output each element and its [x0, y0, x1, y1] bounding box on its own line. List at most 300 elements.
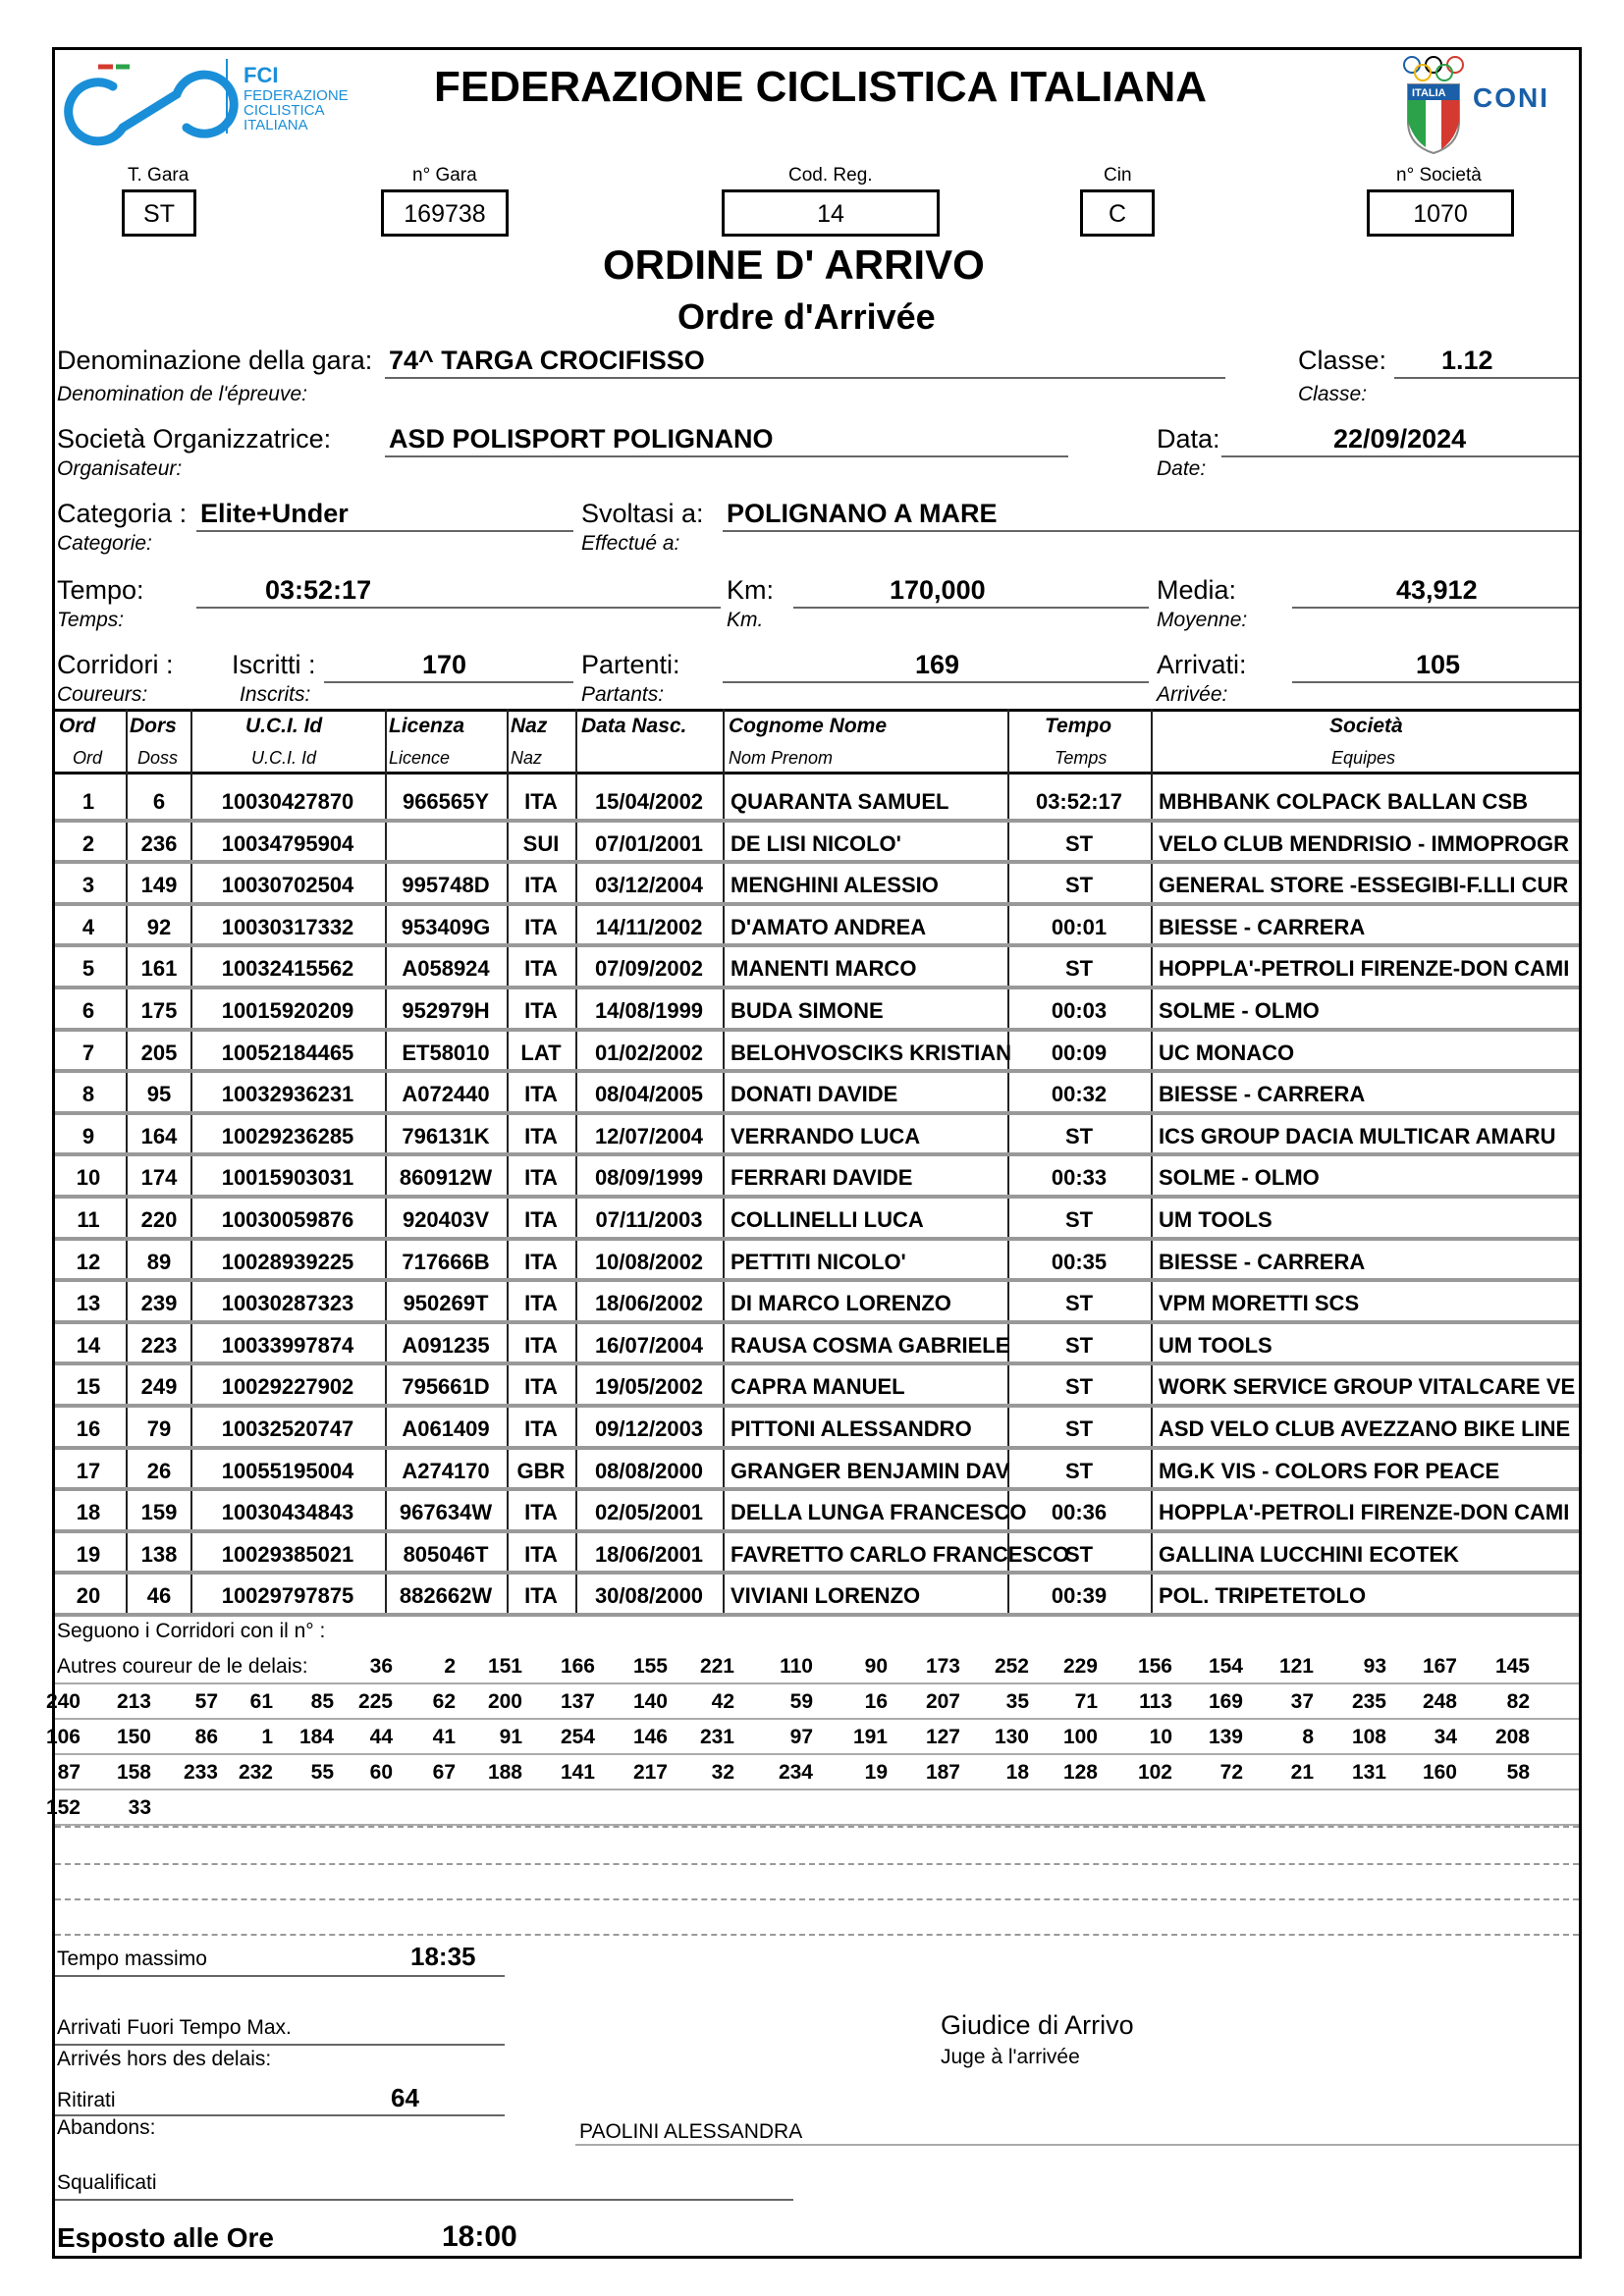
table-row — [55, 1532, 1579, 1574]
follower-number: 240 — [45, 1690, 81, 1713]
code-label-nsocieta: n° Società — [1396, 165, 1482, 186]
cell-tempo: ST — [1064, 830, 1094, 856]
cell-societa: UC MONACO — [1159, 1040, 1295, 1065]
cell-societa: POL. TRIPETETOLO — [1159, 1583, 1367, 1609]
col-header-ord-fr: Ord — [73, 748, 103, 768]
cell-naz: GBR — [516, 1458, 566, 1483]
cell-naz: SUI — [522, 830, 560, 856]
cell-dors: 236 — [140, 830, 178, 856]
svoltasi-label: Svoltasi a: — [581, 499, 704, 528]
follower-number: 32 — [711, 1761, 734, 1784]
follower-number: 102 — [1137, 1761, 1172, 1784]
cell-nome: CAPRA MANUEL — [731, 1374, 905, 1400]
cell-ord: 11 — [77, 1207, 100, 1232]
cell-licenza: 860912W — [399, 1165, 493, 1191]
ritirati-value: 64 — [391, 2083, 419, 2112]
table-row — [55, 1449, 1579, 1490]
media-fr-label: Moyenne: — [1157, 609, 1248, 631]
follower-number: 139 — [1208, 1726, 1243, 1748]
cell-tempo: ST — [1064, 1207, 1094, 1232]
follower-number: 10 — [1149, 1726, 1172, 1748]
follower-number: 42 — [711, 1690, 734, 1713]
fuori-tempo-label-fr: Arrivés hors des delais: — [57, 2048, 272, 2070]
cell-naz: ITA — [524, 1500, 558, 1525]
cell-nome: RAUSA COSMA GABRIELE — [731, 1332, 1010, 1358]
cell-nome: VIVIANI LORENZO — [731, 1583, 921, 1609]
follower-number: 72 — [1219, 1761, 1243, 1784]
follower-number: 213 — [116, 1690, 151, 1713]
follower-number: 108 — [1351, 1726, 1386, 1748]
follower-number: 130 — [994, 1726, 1029, 1748]
follower-number: 41 — [432, 1726, 456, 1748]
table-row — [55, 863, 1579, 904]
cell-societa: BIESSE - CARRERA — [1159, 914, 1366, 939]
table-row — [55, 779, 1579, 821]
cell-dors: 89 — [146, 1249, 172, 1274]
follower-number: 97 — [789, 1726, 813, 1748]
cell-uci-id: 10029227902 — [221, 1374, 354, 1400]
follower-number: 140 — [632, 1690, 668, 1713]
follower-number: 8 — [1302, 1726, 1314, 1748]
col-header-licenza-fr: Licence — [389, 748, 451, 768]
follower-number: 208 — [1494, 1726, 1530, 1748]
data-value: 22/09/2024 — [1333, 424, 1467, 454]
follower-number: 1 — [261, 1726, 273, 1748]
cell-data-nasc: 03/12/2004 — [594, 873, 704, 898]
cell-tempo: ST — [1064, 956, 1094, 982]
tempo-label: Tempo: — [57, 575, 144, 605]
cell-nome: DONATI DAVIDE — [731, 1082, 898, 1107]
cell-licenza: A072440 — [402, 1082, 490, 1107]
follower-number: 233 — [183, 1761, 218, 1784]
svoltasi-fr-label: Effectué a: — [581, 532, 680, 555]
cell-uci-id: 10030434843 — [221, 1500, 354, 1525]
cell-societa: ASD VELO CLUB AVEZZANO BIKE LINE — [1159, 1416, 1571, 1441]
follower-number: 248 — [1422, 1690, 1457, 1713]
follower-number: 200 — [487, 1690, 522, 1713]
cell-data-nasc: 01/02/2002 — [594, 1040, 704, 1065]
cell-dors: 26 — [146, 1458, 172, 1483]
cell-uci-id: 10029236285 — [221, 1123, 354, 1148]
cell-ord: 1 — [81, 789, 95, 814]
coni-label: CONI — [1473, 82, 1549, 113]
iscritti-value: 170 — [422, 650, 467, 679]
cell-naz: ITA — [524, 789, 558, 814]
cell-uci-id: 10015903031 — [221, 1165, 354, 1191]
table-row — [55, 1198, 1579, 1239]
follower-number: 35 — [1005, 1690, 1029, 1713]
cell-ord: 16 — [76, 1416, 101, 1441]
cell-societa: GENERAL STORE -ESSEGIBI-F.LLI CUR — [1159, 873, 1569, 898]
col-header-dors-fr: Doss — [137, 748, 179, 768]
follower-number: 62 — [432, 1690, 456, 1713]
table-row — [55, 1114, 1579, 1155]
cell-licenza: A061409 — [402, 1416, 490, 1441]
cell-societa: ICS GROUP DACIA MULTICAR AMARU — [1159, 1123, 1556, 1148]
cell-licenza: A274170 — [402, 1458, 490, 1483]
follower-number: 90 — [864, 1655, 888, 1678]
cell-societa: WORK SERVICE GROUP VITALCARE VE — [1159, 1374, 1576, 1400]
follower-number: 61 — [249, 1690, 273, 1713]
cell-tempo: 00:39 — [1051, 1583, 1108, 1609]
follower-number: 60 — [369, 1761, 393, 1784]
cell-naz: ITA — [524, 1374, 558, 1400]
follower-number: 232 — [238, 1761, 273, 1784]
cell-ord: 14 — [76, 1332, 101, 1358]
cell-licenza: A091235 — [402, 1332, 490, 1358]
follower-number: 85 — [310, 1690, 334, 1713]
cell-societa: MG.K VIS - COLORS FOR PEACE — [1159, 1458, 1500, 1483]
cell-data-nasc: 14/11/2002 — [595, 914, 703, 939]
follower-number: 57 — [194, 1690, 218, 1713]
cell-societa: SOLME - OLMO — [1159, 998, 1320, 1023]
col-header-datanasc: Data Nasc. — [581, 715, 687, 737]
col-header-licenza: Licenza — [389, 715, 465, 737]
arrivati-fr-label: Arrivée: — [1157, 683, 1228, 706]
cell-nome: DELLA LUNGA FRANCESCO — [731, 1500, 1027, 1525]
cell-tempo: ST — [1064, 1416, 1094, 1441]
cell-naz: ITA — [524, 1207, 558, 1232]
code-box-codreg: 14 — [722, 189, 940, 237]
categoria-value: Elite+Under — [200, 499, 349, 528]
follower-number: 127 — [925, 1726, 960, 1748]
cell-licenza: 995748D — [402, 873, 490, 898]
follower-number: 128 — [1062, 1761, 1098, 1784]
cell-licenza: 920403V — [402, 1207, 490, 1232]
cell-societa: VPM MORETTI SCS — [1159, 1291, 1360, 1316]
cell-data-nasc: 16/07/2004 — [594, 1332, 704, 1358]
cell-dors: 205 — [140, 1040, 178, 1065]
follower-number: 131 — [1351, 1761, 1386, 1784]
table-row — [55, 905, 1579, 946]
col-header-tempo-fr: Temps — [1055, 748, 1108, 768]
follower-number: 121 — [1278, 1655, 1314, 1678]
cell-dors: 138 — [140, 1541, 178, 1567]
follower-number: 67 — [432, 1761, 456, 1784]
follower-number: 235 — [1351, 1690, 1386, 1713]
cell-dors: 46 — [146, 1583, 172, 1609]
classe-value: 1.12 — [1441, 346, 1493, 375]
follower-number: 225 — [357, 1690, 393, 1713]
follower-number: 229 — [1062, 1655, 1098, 1678]
km-label: Km: — [727, 575, 775, 605]
cell-tempo: 00:32 — [1051, 1082, 1108, 1107]
cell-societa: HOPPLA'-PETROLI FIRENZE-DON CAMI — [1159, 1500, 1570, 1525]
cell-ord: 13 — [76, 1291, 101, 1316]
cell-ord: 4 — [81, 914, 95, 939]
col-header-societa: Società — [1329, 715, 1403, 737]
code-label-tgara: T. Gara — [128, 165, 189, 186]
cell-ord: 18 — [76, 1500, 101, 1525]
partenti-fr-label: Partants: — [581, 683, 665, 706]
follower-number: 110 — [780, 1655, 813, 1678]
cell-licenza: 950269T — [403, 1291, 489, 1316]
follower-number: 184 — [298, 1726, 334, 1748]
follower-number: 150 — [116, 1726, 151, 1748]
col-header-ord: Ord — [59, 715, 96, 737]
follower-number: 187 — [925, 1761, 960, 1784]
cell-data-nasc: 08/09/1999 — [594, 1165, 704, 1191]
cell-naz: ITA — [524, 956, 558, 982]
code-label-ngara: n° Gara — [412, 165, 477, 186]
follower-number: 231 — [699, 1726, 734, 1748]
cell-nome: MENGHINI ALESSIO — [731, 873, 939, 898]
cell-data-nasc: 02/05/2001 — [594, 1500, 704, 1525]
cell-uci-id: 10032415562 — [221, 956, 354, 982]
follower-number: 152 — [45, 1796, 81, 1819]
fci-logo — [69, 57, 363, 145]
follower-number: 2 — [444, 1655, 456, 1678]
follower-number: 167 — [1422, 1655, 1457, 1678]
follower-number: 87 — [57, 1761, 81, 1784]
follower-number: 217 — [632, 1761, 668, 1784]
cell-tempo: ST — [1064, 1458, 1094, 1483]
table-row — [55, 1323, 1579, 1364]
cell-ord: 6 — [81, 998, 95, 1023]
follower-number: 234 — [778, 1761, 813, 1784]
cell-data-nasc: 08/08/2000 — [594, 1458, 704, 1483]
table-row — [55, 1490, 1579, 1531]
follower-number: 86 — [194, 1726, 218, 1748]
cell-naz: ITA — [524, 1165, 558, 1191]
col-header-naz-fr: Naz — [511, 748, 543, 768]
table-row — [55, 1407, 1579, 1448]
esposto-label: Esposto alle Ore — [57, 2222, 274, 2253]
cell-tempo: 00:35 — [1051, 1249, 1108, 1274]
follower-number: 169 — [1208, 1690, 1243, 1713]
cell-ord: 8 — [81, 1082, 95, 1107]
document-title: ORDINE D' ARRIVO — [603, 241, 985, 288]
code-box-tgara: ST — [122, 189, 196, 237]
cell-societa: UM TOOLS — [1159, 1207, 1272, 1232]
follower-number: 18 — [1005, 1761, 1029, 1784]
cell-dors: 249 — [140, 1374, 178, 1400]
cell-nome: BELOHVOSCIKS KRISTIAN — [731, 1040, 1012, 1065]
follower-number: 37 — [1290, 1690, 1314, 1713]
cell-dors: 159 — [140, 1500, 178, 1525]
code-box-nsocieta: 1070 — [1367, 189, 1514, 237]
follower-number: 71 — [1074, 1690, 1098, 1713]
cell-nome: FERRARI DAVIDE — [731, 1165, 913, 1191]
cell-data-nasc: 30/08/2000 — [594, 1583, 704, 1609]
follower-number: 145 — [1494, 1655, 1530, 1678]
categoria-fr-label: Categorie: — [57, 532, 152, 555]
cell-societa: UM TOOLS — [1159, 1332, 1272, 1358]
cell-tempo: ST — [1064, 1332, 1094, 1358]
cell-licenza: 967634W — [399, 1500, 493, 1525]
cell-nome: GRANGER BENJAMIN DAV — [731, 1458, 1010, 1483]
cell-uci-id: 10028939225 — [221, 1249, 354, 1274]
abandons-label: Abandons: — [57, 2116, 156, 2139]
cell-licenza: 795661D — [402, 1374, 490, 1400]
follower-number: 173 — [925, 1655, 960, 1678]
cell-dors: 223 — [140, 1332, 178, 1358]
ritirati-label: Ritirati — [57, 2089, 116, 2111]
cell-naz: ITA — [524, 1416, 558, 1441]
table-row — [55, 1240, 1579, 1281]
cell-nome: QUARANTA SAMUEL — [731, 789, 949, 814]
col-header-nome-fr: Nom Prenom — [729, 748, 834, 768]
cell-ord: 19 — [76, 1541, 101, 1567]
cell-nome: PETTITI NICOLO' — [731, 1249, 906, 1274]
follower-number: 155 — [632, 1655, 668, 1678]
cell-dors: 6 — [152, 789, 166, 814]
table-row — [55, 822, 1579, 863]
table-row — [55, 1281, 1579, 1322]
cell-societa: MBHBANK COLPACK BALLAN CSB — [1159, 789, 1529, 814]
col-header-naz: Naz — [511, 715, 548, 737]
follower-number: 36 — [369, 1655, 393, 1678]
cell-ord: 2 — [81, 830, 95, 856]
follower-number: 59 — [789, 1690, 813, 1713]
cell-ord: 17 — [76, 1458, 101, 1483]
categoria-label: Categoria : — [57, 499, 188, 528]
km-fr-label: Km. — [727, 609, 764, 631]
code-box-ngara: 169738 — [381, 189, 509, 237]
col-header-nome: Cognome Nome — [729, 715, 888, 737]
fci-line1: FEDERAZIONE — [244, 87, 349, 104]
cell-tempo: 00:33 — [1051, 1165, 1108, 1191]
cell-data-nasc: 18/06/2001 — [594, 1541, 704, 1567]
classe-label: Classe: — [1298, 346, 1387, 375]
cell-naz: ITA — [524, 998, 558, 1023]
follower-number: 154 — [1208, 1655, 1243, 1678]
data-fr-label: Date: — [1157, 457, 1207, 480]
table-row — [55, 1031, 1579, 1072]
cell-licenza: 953409G — [401, 914, 491, 939]
cell-ord: 12 — [76, 1249, 101, 1274]
cell-naz: ITA — [524, 1291, 558, 1316]
cell-tempo: 03:52:17 — [1035, 789, 1123, 814]
follower-number: 141 — [560, 1761, 595, 1784]
cell-licenza: 717666B — [402, 1249, 490, 1274]
follower-number: 252 — [994, 1655, 1029, 1678]
cell-data-nasc: 18/06/2002 — [594, 1291, 704, 1316]
denominazione-value: 74^ TARGA CROCIFISSO — [389, 346, 705, 375]
cell-data-nasc: 19/05/2002 — [594, 1374, 704, 1400]
cell-societa: SOLME - OLMO — [1159, 1165, 1320, 1191]
cell-nome: BUDA SIMONE — [731, 998, 884, 1023]
squalificati-label: Squalificati — [57, 2171, 157, 2194]
cell-naz: ITA — [524, 1082, 558, 1107]
cell-naz: ITA — [524, 1249, 558, 1274]
cell-uci-id: 10030702504 — [221, 873, 354, 898]
cell-licenza: 882662W — [399, 1583, 493, 1609]
follower-number: 91 — [499, 1726, 522, 1748]
cell-uci-id: 10015920209 — [221, 998, 354, 1023]
cell-societa: GALLINA LUCCHINI ECOTEK — [1159, 1541, 1459, 1567]
cell-ord: 15 — [76, 1374, 101, 1400]
cell-societa: BIESSE - CARRERA — [1159, 1082, 1366, 1107]
table-row — [55, 1364, 1579, 1406]
cell-naz: ITA — [524, 1332, 558, 1358]
cell-tempo: ST — [1064, 1123, 1094, 1148]
societa-label: Società Organizzatrice: — [57, 424, 332, 454]
cell-data-nasc: 09/12/2003 — [594, 1416, 704, 1441]
olympic-rings-icon — [1402, 55, 1465, 82]
document-subtitle: Ordre d'Arrivée — [677, 296, 936, 337]
cell-dors: 95 — [146, 1082, 172, 1107]
col-header-dors: Dors — [130, 715, 177, 737]
cell-naz: ITA — [524, 1583, 558, 1609]
cell-data-nasc: 14/08/1999 — [594, 998, 704, 1023]
coni-logo — [1402, 55, 1549, 153]
cell-data-nasc: 12/07/2004 — [594, 1123, 704, 1148]
cell-nome: FAVRETTO CARLO FRANCESCO — [731, 1541, 1070, 1567]
cell-tempo: 00:36 — [1051, 1500, 1108, 1525]
cell-licenza: 952979H — [402, 998, 490, 1023]
cell-nome: PITTONI ALESSANDRO — [731, 1416, 972, 1441]
cell-dors: 149 — [140, 873, 178, 898]
tempo-massimo-label: Tempo massimo — [57, 1948, 207, 1970]
corridori-fr-label: Coureurs: — [57, 683, 148, 706]
code-label-codreg: Cod. Reg. — [788, 165, 873, 186]
cell-licenza: A058924 — [402, 956, 490, 982]
arrivati-value: 105 — [1416, 650, 1461, 679]
cell-ord: 9 — [81, 1123, 95, 1148]
cell-nome: D'AMATO ANDREA — [731, 914, 927, 939]
fuori-tempo-label-it: Arrivati Fuori Tempo Max. — [57, 2016, 292, 2039]
cell-tempo: 00:01 — [1051, 914, 1108, 939]
iscritti-fr-label: Inscrits: — [240, 683, 311, 706]
cell-naz: ITA — [524, 914, 558, 939]
tempo-value: 03:52:17 — [265, 575, 372, 605]
cell-uci-id: 10030059876 — [221, 1207, 354, 1232]
partenti-label: Partenti: — [581, 650, 680, 679]
cell-uci-id: 10030317332 — [221, 914, 354, 939]
cell-tempo: ST — [1064, 1291, 1094, 1316]
cell-tempo: 00:03 — [1051, 998, 1108, 1023]
fci-line2: CICLISTICA — [244, 102, 325, 119]
cell-naz: LAT — [520, 1040, 562, 1065]
follower-number: 19 — [864, 1761, 888, 1784]
fci-acronym: FCI — [244, 63, 279, 87]
media-value: 43,912 — [1396, 575, 1478, 605]
tempo-fr-label: Temps: — [57, 609, 125, 631]
code-label-cin: Cin — [1104, 165, 1132, 186]
follower-number: 158 — [116, 1761, 151, 1784]
follower-number: 33 — [128, 1796, 151, 1819]
cell-data-nasc: 07/09/2002 — [594, 956, 704, 982]
followers-label-fr: Autres coureur de le delais: — [57, 1655, 308, 1678]
cell-nome: DI MARCO LORENZO — [731, 1291, 951, 1316]
corridori-label: Corridori : — [57, 650, 174, 679]
cell-uci-id: 10032936231 — [221, 1082, 354, 1107]
cell-uci-id: 10030427870 — [221, 789, 354, 814]
cell-data-nasc: 10/08/2002 — [594, 1249, 704, 1274]
federation-title: FEDERAZIONE CICLISTICA ITALIANA — [434, 63, 1208, 111]
giudice-name: PAOLINI ALESSANDRA — [579, 2120, 803, 2143]
col-header-uci: U.C.I. Id — [245, 715, 323, 737]
table-row — [55, 988, 1579, 1030]
denominazione-label: Denominazione della gara: — [57, 346, 373, 375]
denominazione-fr-label: Denomination de l'épreuve: — [57, 383, 308, 405]
tempo-massimo-value: 18:35 — [410, 1942, 476, 1971]
cell-dors: 175 — [140, 998, 178, 1023]
follower-number: 21 — [1290, 1761, 1314, 1784]
cell-data-nasc: 15/04/2002 — [594, 789, 704, 814]
follower-number: 188 — [487, 1761, 522, 1784]
cell-uci-id: 10034795904 — [221, 830, 354, 856]
esposto-value: 18:00 — [442, 2220, 517, 2253]
cell-dors: 164 — [140, 1123, 178, 1148]
cell-naz: ITA — [524, 1123, 558, 1148]
cell-licenza: 796131K — [402, 1123, 490, 1148]
iscritti-label: Iscritti : — [232, 650, 316, 679]
follower-number: 151 — [487, 1655, 522, 1678]
cell-uci-id: 10055195004 — [221, 1458, 354, 1483]
follower-number: 100 — [1062, 1726, 1098, 1748]
